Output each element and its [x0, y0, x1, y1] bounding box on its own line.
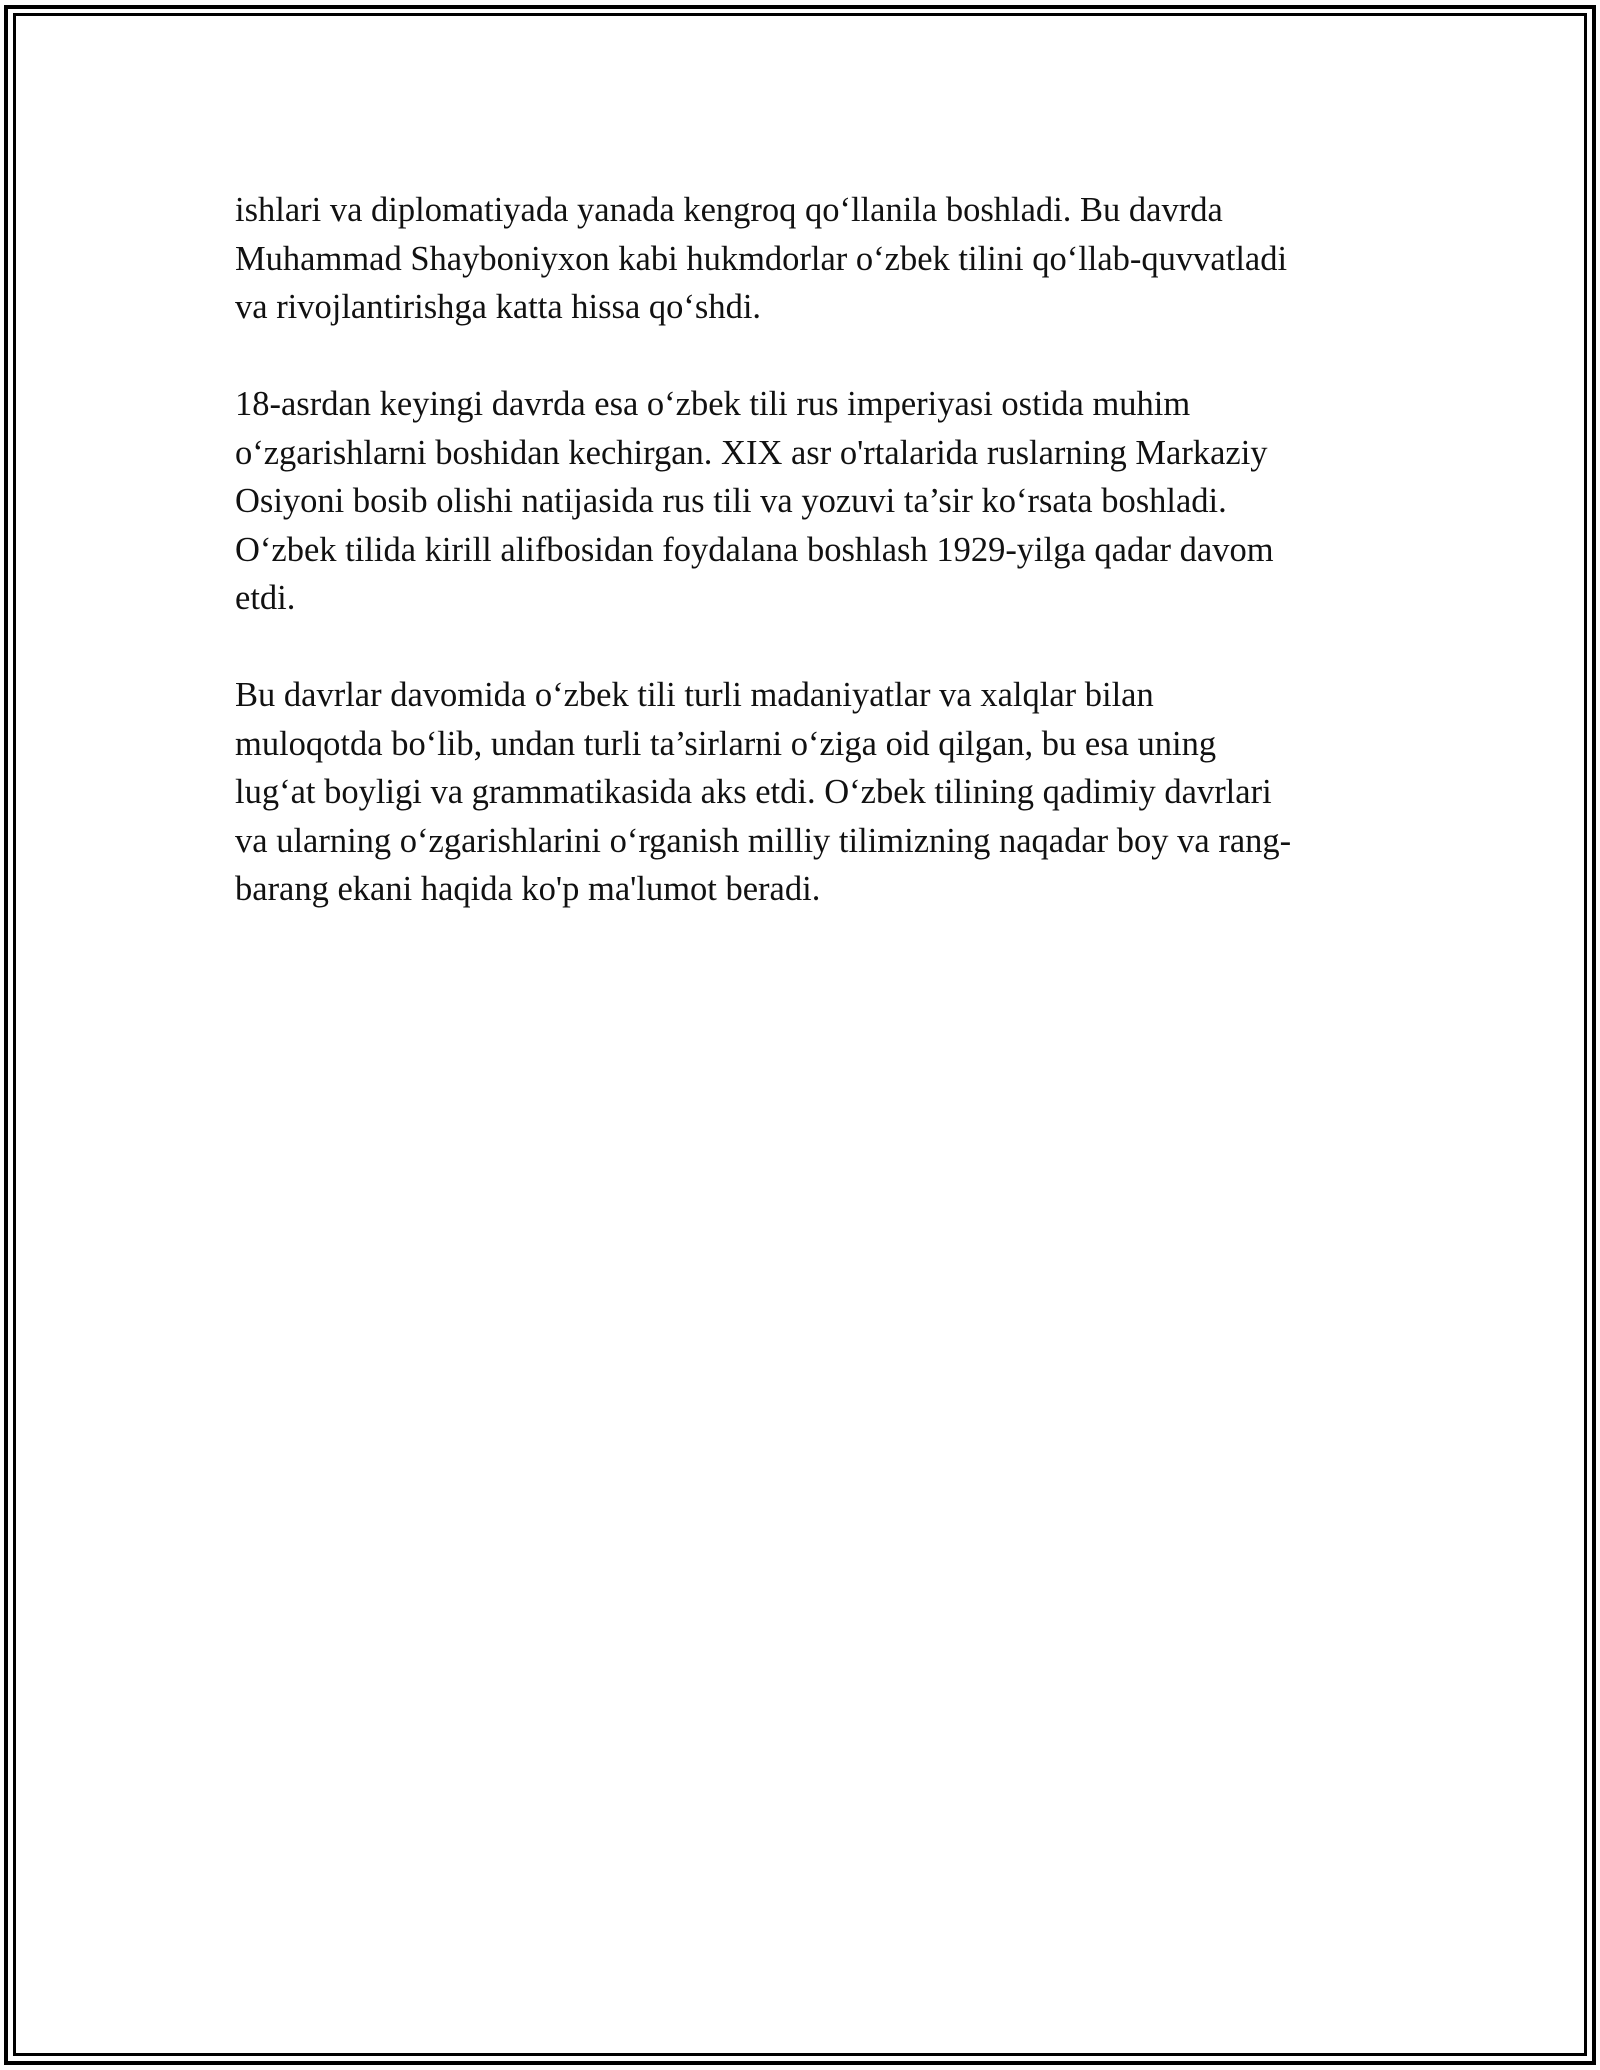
- document-body: [235, 186, 1375, 962]
- text-line: etdi.: [235, 579, 296, 617]
- text-line: Osiyoni bosib olishi natijasida rus tili va yozuvi ta’sir ko‘rsata boshladi.: [235, 482, 1227, 520]
- text-line: Muhammad Shayboniyxon kabi hukmdorlar o‘zbek tilini qo‘llab-quvvatladi: [235, 239, 1288, 278]
- paragraph-3: [235, 671, 1375, 914]
- paragraph-2: [235, 380, 1375, 623]
- text-line: barang ekani haqida ko'p ma'lumot beradi.: [235, 870, 821, 908]
- text-line: muloqotda bo‘lib, undan turli ta’sirlarni o‘ziga oid qilgan, bu esa uning: [235, 724, 1217, 763]
- text-line: va rivojlantirishga katta hissa qo‘shdi.: [235, 288, 762, 326]
- text-line: va ularning o‘zgarishlarini o‘rganish milliy tilimizning naqadar boy va rang-: [235, 821, 1292, 860]
- text-line: 18-asrdan keyingi davrda esa o‘zbek tili rus imperiyasi ostida muhim: [235, 385, 1191, 423]
- text-line: O‘zbek tilida kirill alifbosidan foydalana boshlash 1929-yilga qadar davom: [235, 530, 1274, 569]
- text-line: o‘zgarishlarni boshidan kechirgan. XIX asr o'rtalarida ruslarning Markaziy: [235, 433, 1268, 472]
- text-line: lug‘at boyligi va grammatikasida aks etdi. O‘zbek tilining qadimiy davrlari: [235, 773, 1272, 811]
- text-line: ishlari va diplomatiyada yanada kengroq qo‘llanila boshladi. Bu davrda: [235, 191, 1223, 229]
- text-line: Bu davrlar davomida o‘zbek tili turli madaniyatlar va xalqlar bilan: [235, 676, 1154, 714]
- paragraph-1: [235, 186, 1375, 332]
